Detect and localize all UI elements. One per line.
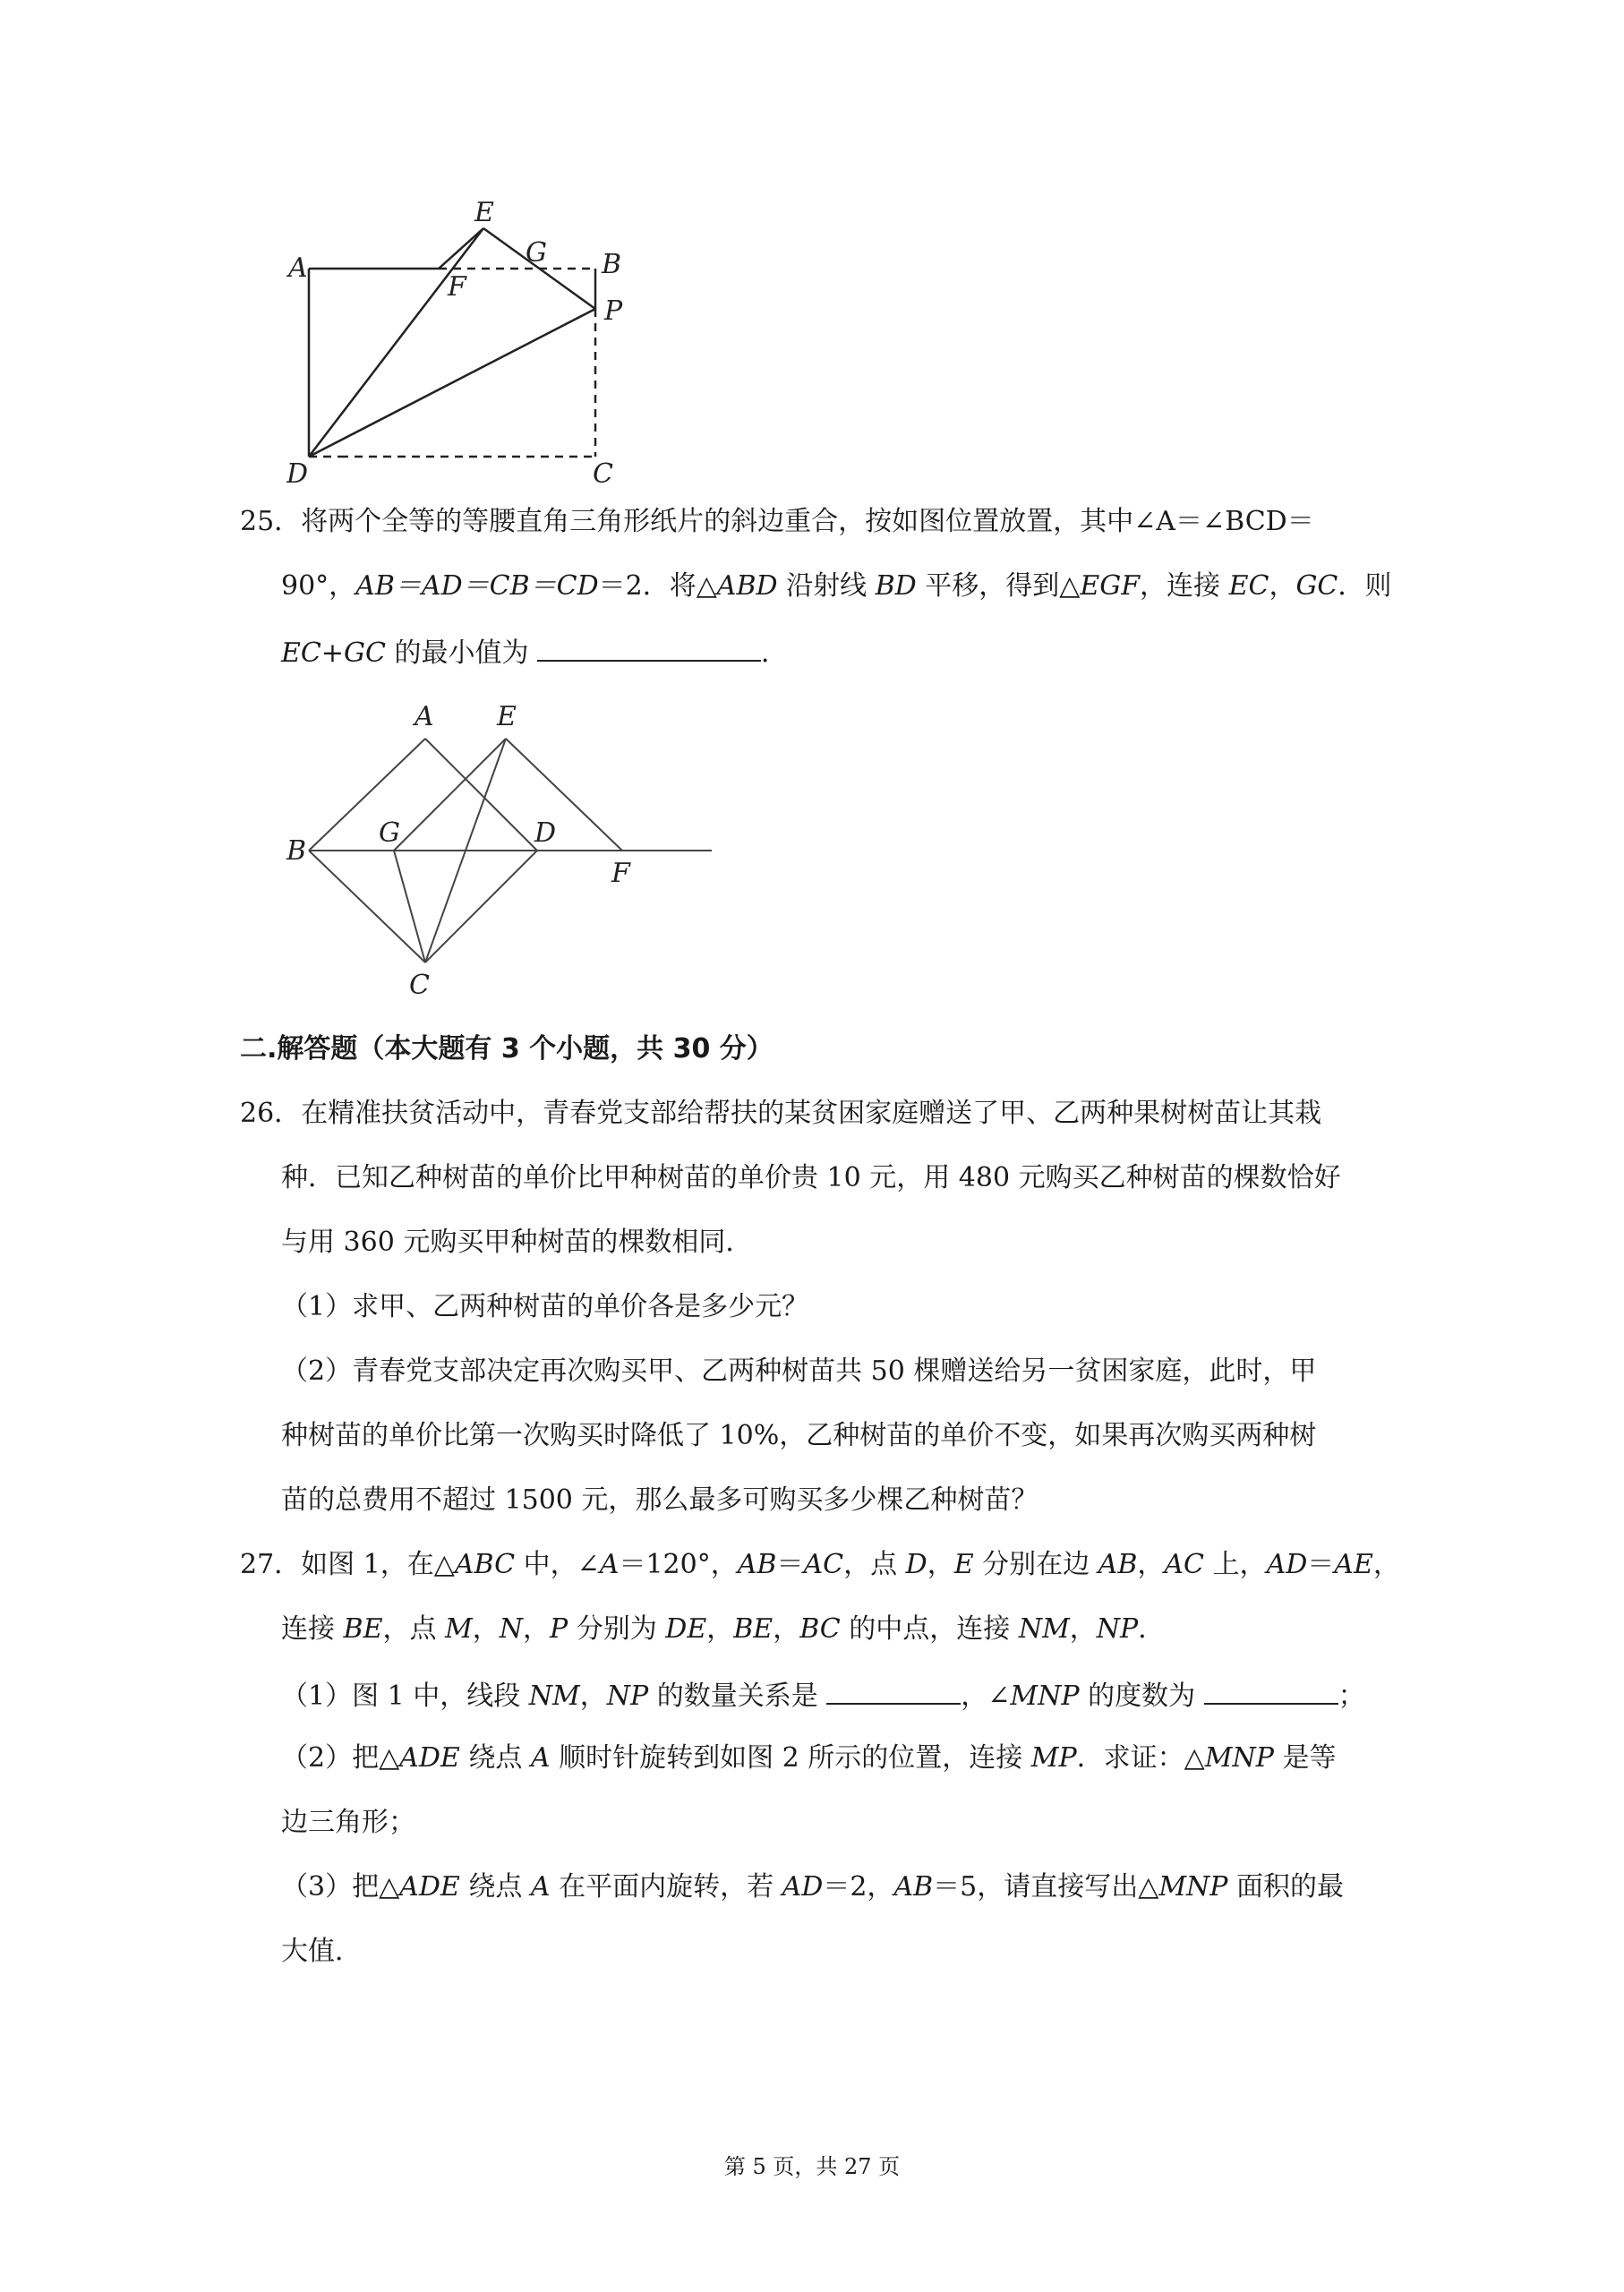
q27-line-1: 27．如图 1，在△ABC 中，∠A＝120°，AB＝AC，点 D，E 分别在边 AB，AC 上，AD＝AE， [240, 1549, 1400, 1580]
page-footer: 第 5 页，共 27 页 [723, 2154, 901, 2179]
q27-answer-blank-1[interactable] [826, 1676, 961, 1705]
figure-rectangle-fold [286, 201, 645, 488]
fig1-label-c: C [593, 458, 613, 488]
fig2-label-b: B [286, 835, 307, 867]
q25-line-1: 25．将两个全等的等腰直角三角形纸片的斜边重合，按如图位置放置，其中∠A＝∠BCD＝ [240, 506, 1314, 537]
q26-part-2-line-1: （2）青春党支部决定再次购买甲、乙两种树苗共 50 棵赠送给另一贫困家庭，此时，甲 [281, 1356, 1317, 1387]
q27-part-3-line-1: （3）把△ADE 绕点 A 在平面内旋转，若 AD＝2，AB＝5，请直接写出△MNP 面积的最 [281, 1871, 1345, 1903]
fig1-label-b: B [602, 249, 622, 280]
q27-part-1: （1）图 1 中，线段 NM，NP 的数量关系是 ，∠MNP 的度数为 ； [281, 1676, 1365, 1715]
q26-part-2-line-3: 苗的总费用不超过 1500 元，那么最多可购买多少棵乙种树苗？ [281, 1484, 1039, 1516]
fig1-label-d: D [286, 458, 309, 488]
q25-line-2: 90°，AB＝AD＝CB＝CD＝2．将△ABD 沿射线 BD 平移，得到△EGF，连接 EC，GC．则 [281, 570, 1392, 602]
fig1-label-g: G [526, 237, 547, 269]
fig2-label-c: C [409, 970, 430, 1001]
q26-line-2: 种．已知乙种树苗的单价比甲种树苗的单价贵 10 元，用 480 元购买乙种树苗的棵数恰好 [281, 1162, 1341, 1193]
q25-answer-blank[interactable] [537, 633, 761, 662]
figure-translation [282, 703, 730, 1007]
fig1-label-f: F [448, 271, 466, 303]
q26-part-2-line-2: 种树苗的单价比第一次购买时降低了 10%，乙种树苗的单价不变，如果再次购买两种树 [281, 1420, 1317, 1451]
fig1-label-p: P [604, 295, 623, 327]
q27-answer-blank-2[interactable] [1204, 1676, 1338, 1705]
q26-line-3: 与用 360 元购买甲种树苗的棵数相同． [281, 1227, 753, 1258]
q26-line-1: 26．在精准扶贫活动中，青春党支部给帮扶的某贫困家庭赠送了甲、乙两种果树树苗让其栽 [240, 1098, 1322, 1129]
fig1-label-a: A [288, 252, 308, 284]
fig2-label-g: G [379, 817, 400, 849]
q27-line-2: 连接 BE，点 M，N，P 分别为 DE，BE，BC 的中点，连接 NM，NP． [281, 1613, 1166, 1645]
section-heading: 二.解答题（本大题有 3 个小题，共 30 分） [240, 1033, 774, 1065]
fig1-label-e: E [474, 201, 494, 228]
fig2-label-e: E [497, 703, 517, 732]
fig2-label-f: F [611, 858, 630, 889]
q27-part-2-line-1: （2）把△ADE 绕点 A 顺时针旋转到如图 2 所示的位置，连接 MP．求证：△MNP 是等 [281, 1742, 1337, 1774]
fig2-label-a: A [415, 703, 434, 732]
q26-part-1: （1）求甲、乙两种树苗的单价各是多少元？ [281, 1291, 809, 1322]
q27-part-3-line-2: 大值． [281, 1936, 362, 1967]
fig2-label-d: D [534, 817, 557, 849]
q27-part-2-line-2: 边三角形； [281, 1807, 415, 1838]
q25-line-3: EC+GC 的最小值为 ． [281, 633, 788, 671]
